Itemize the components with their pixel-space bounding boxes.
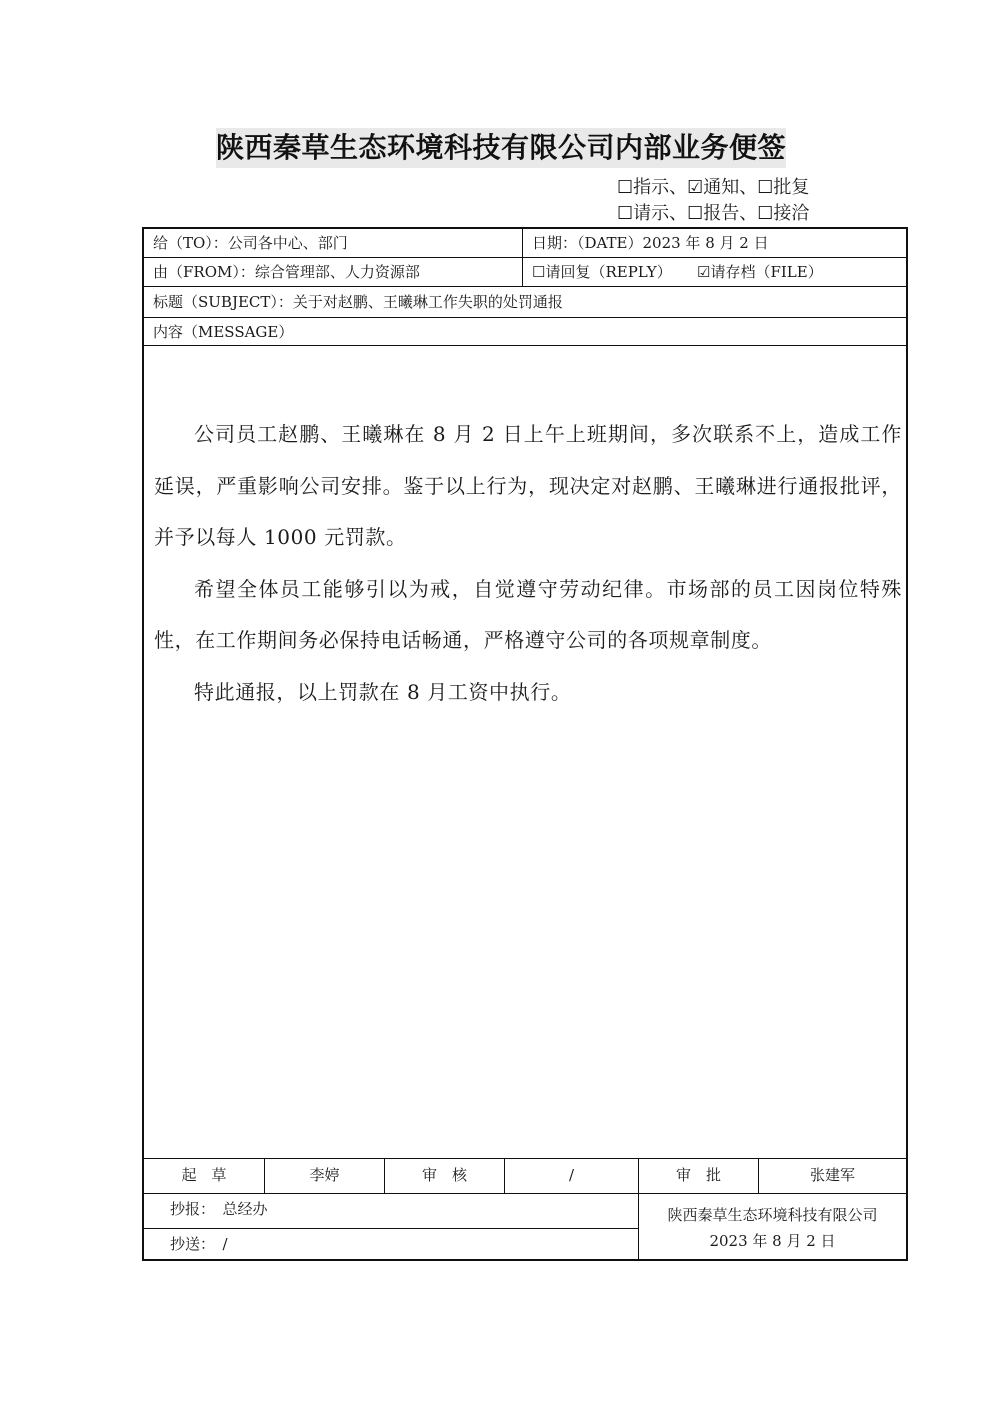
checked-box-icon: ☑ <box>687 177 704 198</box>
reply-label: 请回复（REPLY） <box>545 263 672 281</box>
checkbox-icon: ☐ <box>617 203 634 224</box>
divider <box>144 1228 638 1229</box>
issue-date: 2023 年 8 月 2 日 <box>709 1232 836 1250</box>
checkbox-icon: ☐ <box>617 177 634 198</box>
separator: 、 <box>739 203 758 224</box>
separator: 、 <box>669 203 688 224</box>
to-field: 给（TO）：公司各中心、部门 <box>153 234 348 252</box>
message-paragraph: 公司员工赵鹏、王曦琳在 8 月 2 日上午上班期间，多次联系不上，造成工作延误，严重影响公司安排。鉴于以上行为，现决定对赵鹏、王曦琳进行通报批评，并予以每人 1000 元罚款。 <box>154 422 902 549</box>
draft-value: 李婷 <box>309 1166 340 1184</box>
from-field: 由（FROM）：综合管理部、人力资源部 <box>153 263 420 281</box>
document-type-checkboxes <box>617 175 847 227</box>
file-label: 请存档（FILE） <box>710 263 823 281</box>
report-to-field: 抄报： 总经办 <box>170 1200 268 1218</box>
file-checkbox[interactable] <box>697 258 823 286</box>
type-request[interactable] <box>617 201 687 227</box>
type-instruction[interactable] <box>617 175 687 201</box>
separator: 、 <box>739 177 758 198</box>
type-report[interactable] <box>687 201 757 227</box>
type-row-2 <box>617 201 847 227</box>
divider <box>522 229 523 286</box>
approve-label: 审 批 <box>675 1166 721 1184</box>
type-label: 接洽 <box>773 203 810 224</box>
type-label: 请示 <box>633 203 670 224</box>
type-notice[interactable] <box>687 175 757 201</box>
review-value: / <box>568 1166 575 1184</box>
date-field: 日期：（DATE）2023 年 8 月 2 日 <box>532 234 769 252</box>
divider <box>144 1158 906 1159</box>
approve-value: 张建军 <box>809 1166 855 1184</box>
memo-form <box>142 227 908 1261</box>
document-title: 陕西秦草生态环境科技有限公司内部业务便签 <box>216 128 786 168</box>
type-approval-reply[interactable] <box>757 175 809 201</box>
checkbox-icon: ☐ <box>532 263 546 281</box>
separator: 、 <box>669 177 688 198</box>
message-paragraph: 特此通报，以上罚款在 8 月工资中执行。 <box>194 679 572 704</box>
checkbox-icon: ☐ <box>757 203 774 224</box>
checkbox-icon: ☐ <box>757 177 774 198</box>
reply-checkbox[interactable] <box>532 258 672 286</box>
review-label: 审 核 <box>421 1166 467 1184</box>
cc-field: 抄送： / <box>170 1235 228 1253</box>
divider <box>144 286 906 287</box>
subject-field: 标题（SUBJECT）：关于对赵鹏、王曦琳工作失职的处罚通报 <box>153 293 563 311</box>
type-row-1 <box>617 175 847 201</box>
checked-box-icon: ☑ <box>697 263 711 281</box>
message-paragraph: 希望全体员工能够引以为戒，自觉遵守劳动纪律。市场部的员工因岗位特殊性，在工作期间务必保持电话畅通，严格遵守公司的各项规章制度。 <box>154 576 902 652</box>
type-label: 批复 <box>773 177 810 198</box>
checkbox-icon: ☐ <box>687 203 704 224</box>
type-label: 指示 <box>633 177 670 198</box>
divider <box>144 1193 906 1194</box>
type-label: 报告 <box>703 203 740 224</box>
message-body <box>154 409 902 718</box>
draft-label: 起 草 <box>181 1166 227 1184</box>
type-liaison[interactable] <box>757 201 809 227</box>
issuing-company: 陕西秦草生态环境科技有限公司 <box>667 1206 878 1224</box>
type-label: 通知 <box>703 177 740 198</box>
message-label: 内容（MESSAGE） <box>153 323 294 341</box>
